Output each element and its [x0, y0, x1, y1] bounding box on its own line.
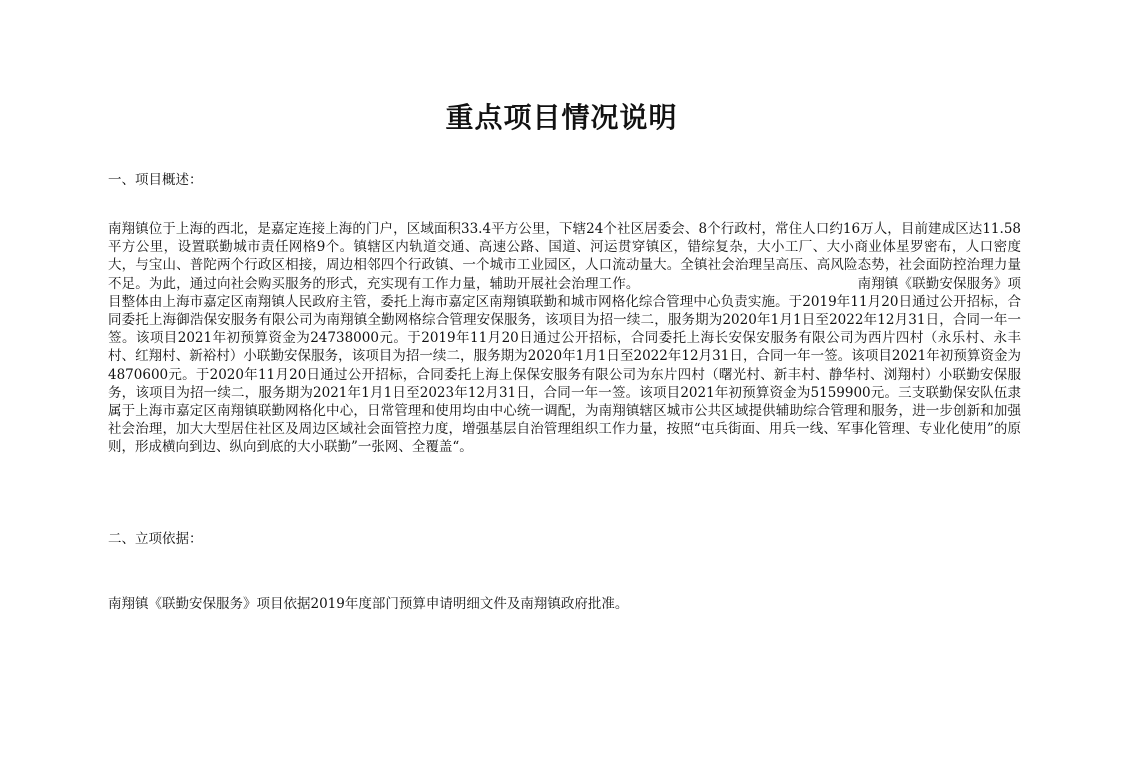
page-title: 重点项目情况说明 — [445, 101, 678, 134]
overview-paragraph — [108, 220, 1021, 457]
overview-text-part-1: 南翔镇位于上海的西北，是嘉定连接上海的门户，区域面积33.4平方公里，下辖24个社区居委会、8个行政村，常住人口约16万人，目前建成区达11.58平方公里，设置联勤城市责任网格9个。镇辖区内轨道交通、高速公路、国道、河运贯穿镇区，错综复杂，大小工厂、大小商业体星罗密布，人口密度大，与宝山、普陀两个行政区相接，周边相邻四个行政镇、一个城市工业园区，人口流动量大。全镇社会治理呈高压、高风险态势，社会面防控治理力量不足。为此，通过向社会购买服务的形式，充实现有工作力量，辅助开展社会治理工作。 — [108, 221, 1021, 292]
overview-text-part-2: 南翔镇《联勤安保服务》项目整体由上海市嘉定区南翔镇人民政府主管，委托上海市嘉定区南翔镇联勤和城市网格化综合管理中心负责实施。于2019年11月20日通过公开招标，合同委托上海御浩保安服务有限公司为南翔镇全勤网格综合管理安保服务，该项目为招一续二，服务期为2020年1月1日至2022年12月31日，合同一年一签。该项目2021年初预算资金为24738000元。于2019年11月20日通过公开招标，合同委托上海长安保安服务有限公司为西片四村（永乐村、永丰村、红翔村、新裕村）小联勤安保服务，该项目为招一续二，服务期为2020年1月1日至2022年12月31日，合同一年一签。该项目2021年初预算资金为4870600元。于2020年11月20日通过公开招标，合同委托上海上保保安服务有限公司为东片四村（曙光村、新丰村、静华村、浏翔村）小联勤安保服务，该项目为招一续二，服务期为2021年1月1日至2023年12月31日，合同一年一签。该项目2021年初预算资金为5159900元。三支联勤保安队伍隶属于上海市嘉定区南翔镇联勤网格化中心，日常管理和使用均由中心统一调配，为南翔镇辖区城市公共区域提供辅助综合管理和服务，进一步创新和加强社会治理，加大大型居住社区及周边区域社会面管控力度，增强基层自治管理组织工作力量，按照“屯兵街面、用兵一线、军事化管理、专业化使用”的原则，形成横向到边、纵向到底的大小联勤”一张网、全覆盖“。 — [108, 275, 1022, 456]
section-heading-basis: 二、立项依据： — [108, 531, 203, 547]
basis-paragraph: 南翔镇《联勤安保服务》项目依据2019年度部门预算申请明细文件及南翔镇政府批准。 — [108, 596, 629, 612]
section-heading-overview: 一、项目概述： — [108, 172, 203, 188]
